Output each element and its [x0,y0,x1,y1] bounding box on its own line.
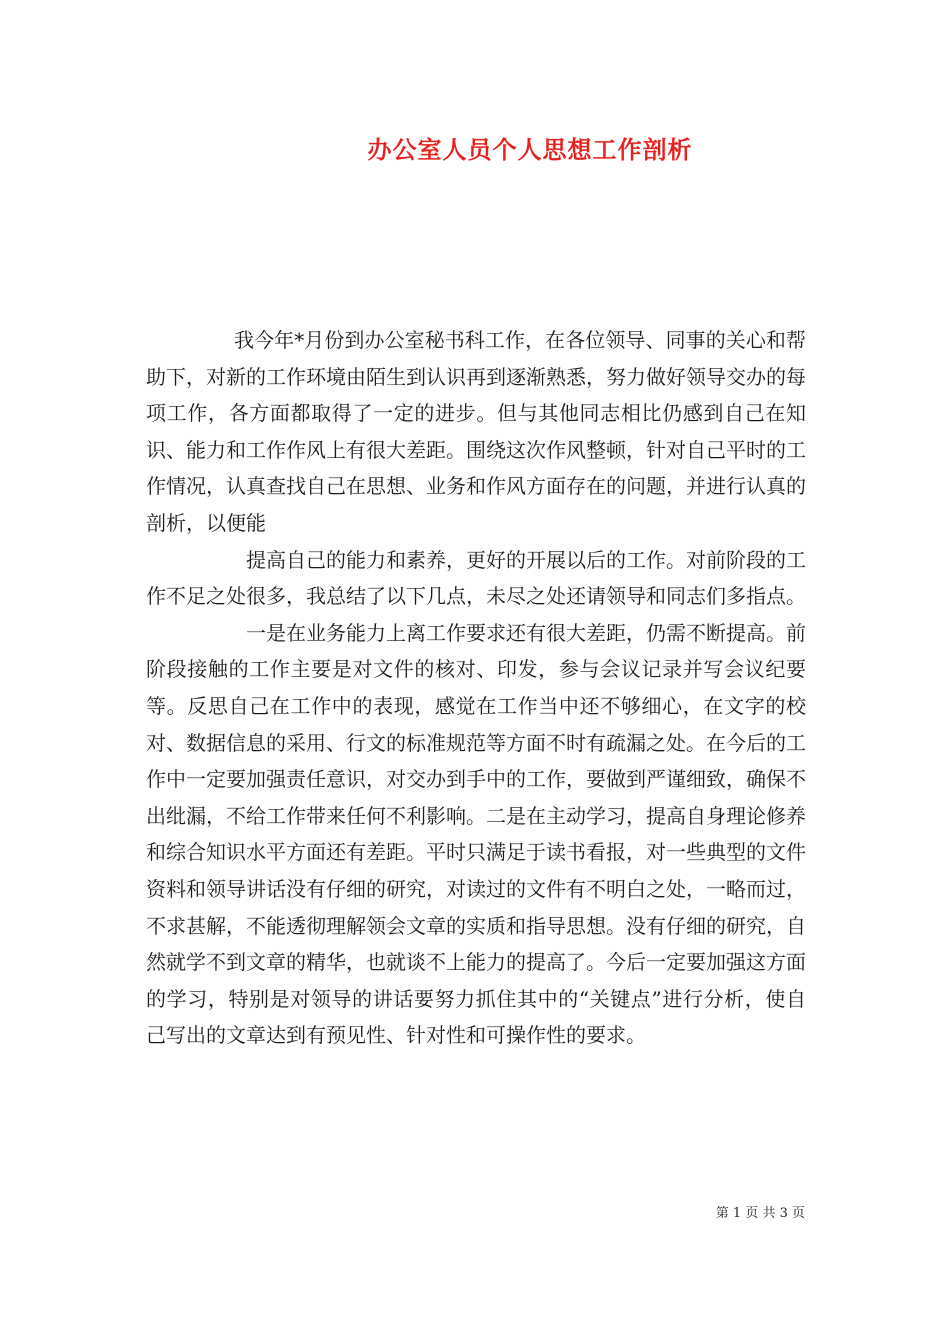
paragraph-2: 提高自己的能力和素养，更好的开展以后的工作。对前阶段的工作不足之处很多，我总结了以下几点，未尽之处还请领导和同志们多指点。 [146,547,806,609]
document-body [146,322,806,1054]
page-number-footer: 第 1 页 共 3 页 [715,1206,805,1221]
paragraph-3: 一是在业务能力上离工作要求还有很大差距，仍需不断提高。前阶段接触的工作主要是对文件的核对、印发，参与会议记录并写会议纪要等。反思自己在工作中的表现，感觉在工作当中还不够细心，在文字的校对、数据信息的采用、行文的标准规范等方面不时有疏漏之处。在今后的工作中一定要加强责任意识，对交办到手中的工作，要做到严谨细致，确保不出纰漏，不给工作带来任何不利影响。二是在主动学习，提高自身理论修养和综合知识水平方面还有差距。平时只满足于读书看报，对一些典型的文件资料和领导讲话没有仔细的研究，对读过的文件有不明白之处，一略而过，不求甚解，不能透彻理解领会文章的实质和指导思想。没有仔细的研究，自然就学不到文章的精华，也就谈不上能力的提高了。今后一定要加强这方面的学习，特别是对领导的讲话要努力抓住其中的“关键点”进行分析，使自己写出的文章达到有预见性、针对性和可操作性的要求。 [146,620,806,1048]
paragraph-1: 我今年*月份到办公室秘书科工作，在各位领导、同事的关心和帮助下，对新的工作环境由陌生到认识再到逐渐熟悉，努力做好领导交办的每项工作，各方面都取得了一定的进步。但与其他同志相比仍感到自己在知识、能力和工作作风上有很大差距。围绕这次作风整顿，针对自己平时的工作情况，认真查找自己在思想、业务和作风方面存在的问题，并进行认真的剖析，以便能 [146,328,806,535]
document-title: 办公室人员个人思想工作剖析 [367,135,693,164]
